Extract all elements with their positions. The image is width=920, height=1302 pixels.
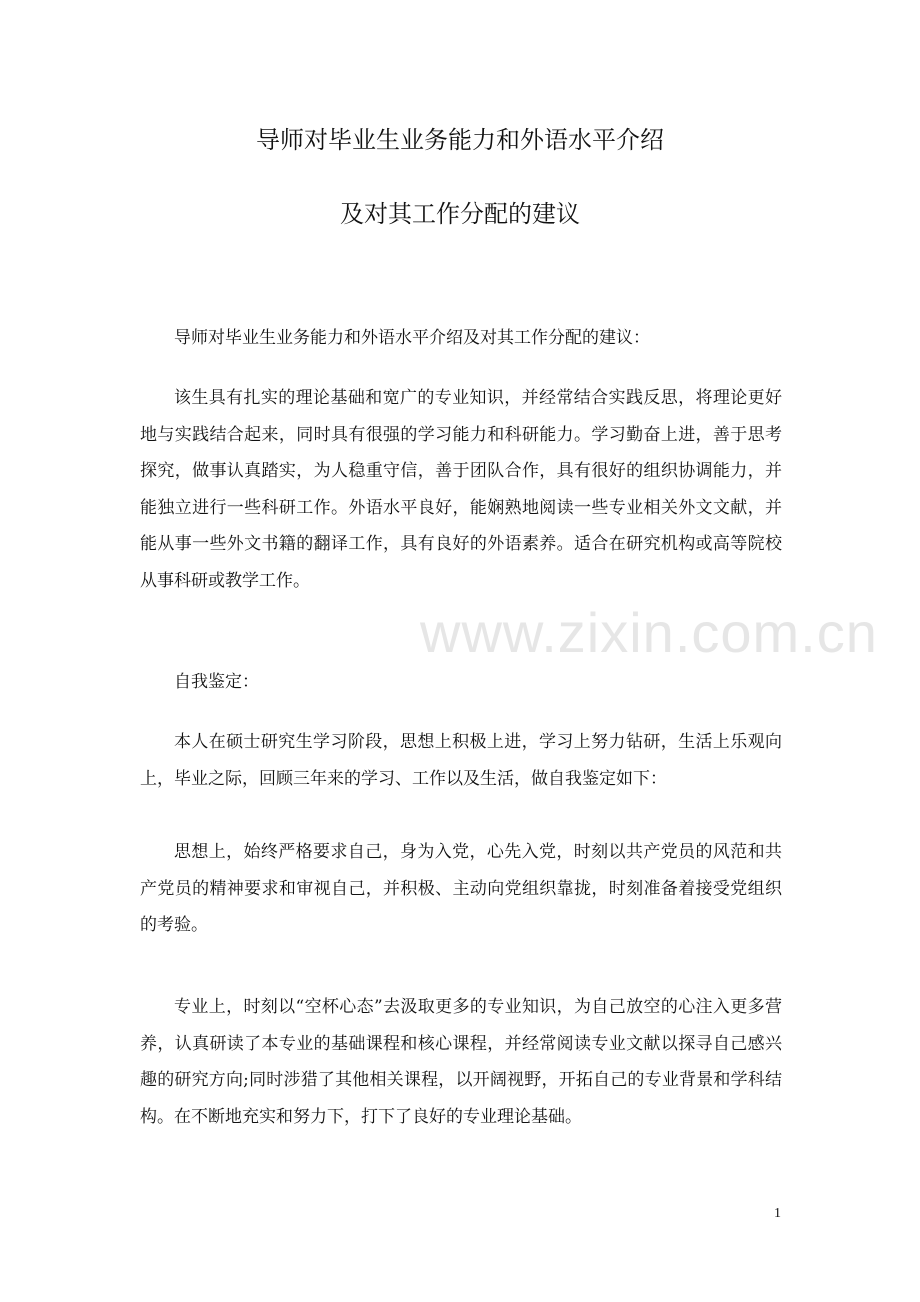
- paragraph-professional: 专业上，时刻以“空杯心态”去汲取更多的专业知识，为自己放空的心注入更多营养，认真研读了本专业的基础课程和核心课程，并经常阅读专业文献以探寻自己感兴趣的研究方向;同时涉猎了其他相关课程，以开阔视野，开拓自己的专业背景和学科结构。在不断地充实和努力下，打下了良好的专业理论基础。: [140, 997, 782, 1127]
- document-title-line-2: 及对其工作分配的建议: [340, 200, 580, 228]
- paragraph-advisor-heading: 导师对毕业生业务能力和外语水平介绍及对其工作分配的建议：: [174, 328, 650, 348]
- page-number: 1: [774, 1206, 781, 1221]
- paragraph-self-assessment-intro: 本人在硕士研究生学习阶段，思想上积极上进，学习上努力钻研，生活上乐观向上，毕业之际，回顾三年来的学习、工作以及生活，做自我鉴定如下：: [140, 732, 782, 789]
- watermark: www.zixin.com.cn: [420, 601, 878, 664]
- paragraph-ideology: 思想上，始终严格要求自己，身为入党，心先入党，时刻以共产党员的风范和共产党员的精神要求和审视自己，并积极、主动向党组织靠拢，时刻准备着接受党组织的考验。: [140, 842, 782, 935]
- paragraph-self-assessment-heading: 自我鉴定：: [174, 672, 259, 692]
- document-title-line-1: 导师对毕业生业务能力和外语水平介绍: [256, 126, 664, 154]
- paragraph-advisor-assessment: 该生具有扎实的理论基础和宽广的专业知识，并经常结合实践反思，将理论更好地与实践结合起来，同时具有很强的学习能力和科研能力。学习勤奋上进，善于思考探究，做事认真踏实，为人稳重守信，善于团队合作，具有很好的组织协调能力，并能独立进行一些科研工作。外语水平良好，能娴熟地阅读一些专业相关外文文献，并能从事一些外文书籍的翻译工作，具有良好的外语素养。适合在研究机构或高等院校从事科研或教学工作。: [140, 388, 782, 591]
